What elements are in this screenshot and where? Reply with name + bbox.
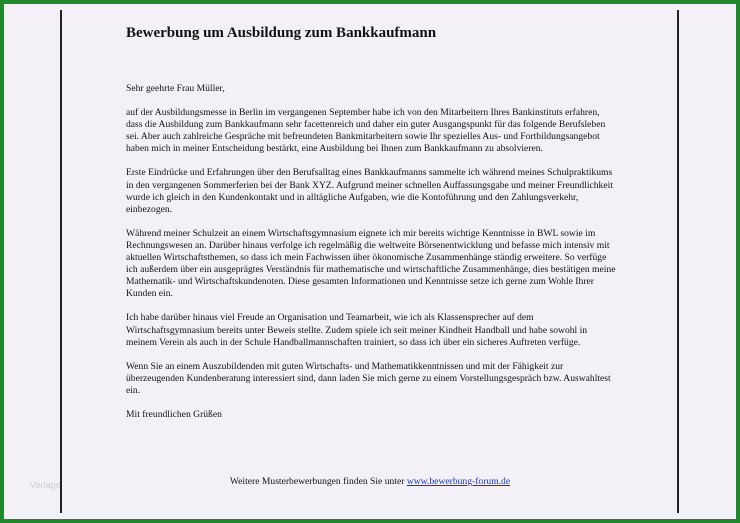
paragraph-5: Wenn Sie an einem Auszubildenden mit guten Wirtschafts- und Mathematikkenntnissen und mit der Fähigkeit zur überzeugenden Kundenberatung interessiert sind, dann laden Sie mich gerne zu einem Vorstellungsgespräch bzw. Auswahltest ein. bbox=[126, 360, 611, 396]
letter-title: Bewerbung um Ausbildung zum Bankkaufmann bbox=[126, 25, 437, 41]
closing: Mit freundlichen Grüßen bbox=[126, 408, 222, 420]
salutation: Sehr geehrte Frau Müller, bbox=[126, 83, 225, 94]
footer-link[interactable]: www.bewerbung-forum.de bbox=[406, 476, 511, 487]
paragraph-2: Erste Eindrücke und Erfahrungen über den Berufsalltag eines Bankkaufmanns sammelte ich während meines Schulpraktikums in den vergangenen Sommerferien bei der Bank XYZ. Aufgrund meiner schnellen Auffassungsgabe und meiner Freundlichkeit wurde ich gleich in den Kundenkontakt und in alltägliche Aufgaben, wie die Kontoführung und den Zahlungsverkehr, einbezogen. bbox=[126, 167, 613, 215]
paragraph-3: Während meiner Schulzeit an einem Wirtschaftsgymnasium eignete ich mir bereits wichtige Kenntnisse in BWL sowie im Rechnungswesen an. Darüber hinaus verfolge ich regelmäßig die weltweite Börsenentwicklung und befasse mich intensiv mit aktuellen Wirtschaftsthemen, so dass ich mein Fachwissen über ökonomische Zusammenhänge ständig erweitere. So verfüge ich außerdem über ein ausgeprägtes Verständnis für mathematische und wirtschaftliche Zusammenhänge, dies bestätigen meine Mathematik- und Wirtschaftskundenoten. Diese gesamten Informationen und Kenntnisse setze ich gerne zum Wohle Ihrer Kunden ein. bbox=[126, 227, 616, 300]
paragraph-1: auf der Ausbildungsmesse in Berlin im vergangenen September habe ich von den Mitarbeitern Ihres Bankinstituts erfahren, dass die Ausbildung zum Bankkaufmann sehr facettenreich und daher ein guter Ausgangspunkt für das folgende Berufsleben sei. Aber auch zahlreiche Gespräche mit befreundeten Bankmitarbeitern sowie Ihr spezielles Aus- und Fortbildungsangebot haben mich in meiner Entscheidung bestärkt, eine Ausbildung bei Ihnen zum Bankkaufmann zu absolvieren. bbox=[126, 107, 606, 155]
letter-body bbox=[126, 24, 618, 433]
page-frame bbox=[4, 4, 736, 519]
footer bbox=[0, 476, 740, 487]
watermark: Vorlage bbox=[30, 480, 61, 490]
paragraph-4: Ich habe darüber hinaus viel Freude an Organisation und Teamarbeit, wie ich als Klassensprecher auf dem Wirtschaftsgymnasium bereits unter Beweis stellte. Zudem spiele ich seit meiner Kindheit Handball und habe sowohl in meinem Verein als auch in der Schule Handballmannschaften trainiert, so dass ich über ein sicheres Auftreten verfüge. bbox=[126, 312, 588, 348]
left-margin-rule bbox=[60, 10, 62, 513]
right-margin-rule bbox=[677, 10, 679, 513]
footer-text: Weitere Musterbewerbungen finden Sie unter bbox=[229, 476, 405, 487]
